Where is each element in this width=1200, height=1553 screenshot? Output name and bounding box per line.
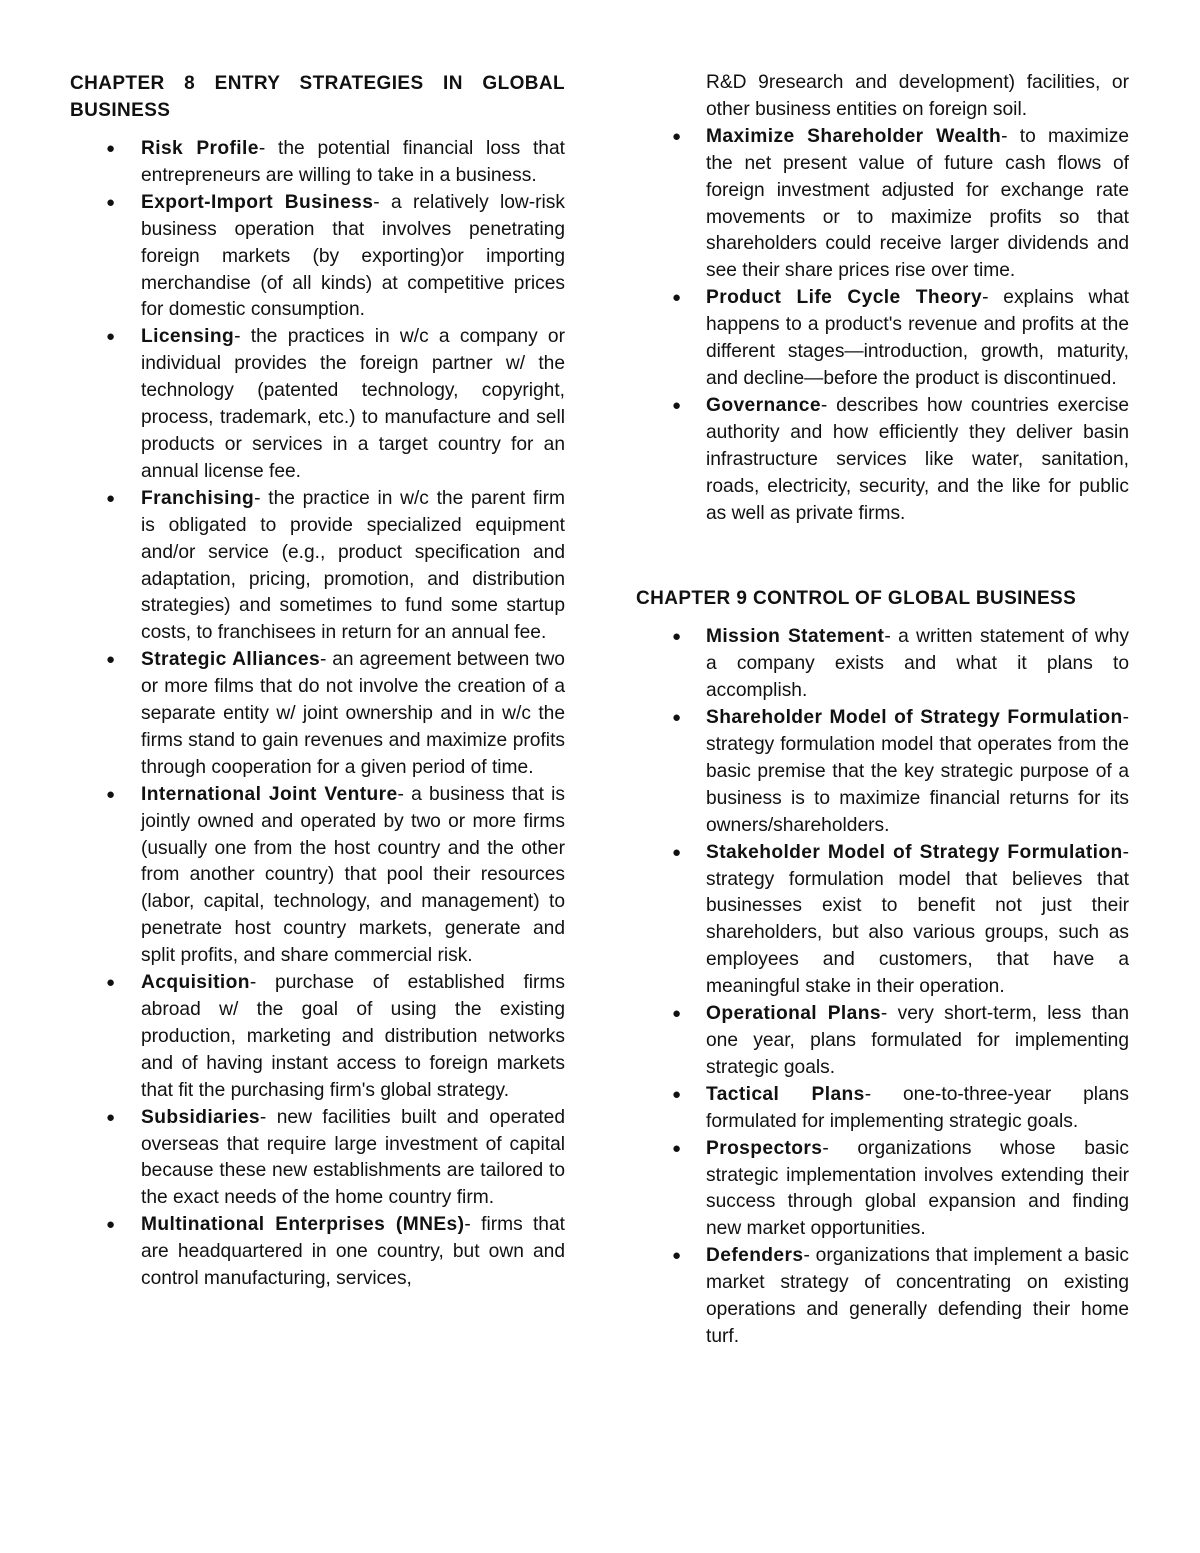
bullet-icon: ● [106, 651, 116, 669]
list-item [70, 136, 565, 190]
term-definition: - firms that are headquartered in one country, but own and control manufacturing, services, [141, 1214, 565, 1290]
bullet-icon: ● [672, 1085, 682, 1103]
term-name: Stakeholder Model of Strategy Formulation [706, 841, 1123, 863]
bullet-icon: ● [106, 489, 116, 507]
right-column [636, 0, 1129, 1351]
term-definition: - the practice in w/c the parent firm is obligated to provide specialized equipment and/or service (e.g., product specification and adaptation, pricing, promotion, and distribution strategies) and sometimes to fund some startup costs, to franchisees in return for an annual fee. [141, 487, 565, 644]
term-name: Product Life Cycle Theory [706, 287, 983, 309]
list-item [70, 1105, 565, 1213]
list-item [636, 840, 1129, 1001]
bullet-icon: ● [672, 1247, 682, 1265]
left-column [70, 0, 565, 1293]
term-name: Governance [706, 394, 821, 416]
term-name: Export-Import Business [141, 191, 374, 213]
chapter9-term-list [636, 624, 1129, 1350]
term-name: Licensing [141, 326, 235, 348]
bullet-icon: ● [106, 1216, 116, 1234]
term-name: Maximize Shareholder Wealth [706, 125, 1002, 147]
term-definition: - new facilities built and operated overseas that require large investment of capital because these new establishments are tailored to the exact needs of the home country firm. [141, 1106, 565, 1209]
term-name: Operational Plans [706, 1003, 881, 1025]
list-item [636, 1001, 1129, 1082]
list-item [636, 124, 1129, 285]
list-item [636, 393, 1129, 528]
chapter8-title: CHAPTER 8 ENTRY STRATEGIES IN GLOBAL BUSINESS [70, 73, 565, 121]
list-item [636, 1082, 1129, 1136]
list-item [70, 970, 565, 1105]
term-definition: - explains what happens to a product's revenue and profits at the different stages—introduction, growth, maturity, and decline—before the product is discontinued. [706, 287, 1130, 389]
term-definition: - the potential financial loss that entrepreneurs are willing to take in a business. [141, 138, 565, 186]
term-name: Defenders [706, 1245, 804, 1267]
bullet-icon: ● [672, 1005, 682, 1023]
list-item [70, 647, 565, 782]
list-item [636, 1136, 1129, 1244]
list-item [636, 705, 1129, 840]
term-definition: - purchase of established firms abroad w/ the goal of using the existing production, marketing and distribution networks and of having instant access to foreign markets that fit the purchasing firm's global strategy. [141, 972, 565, 1101]
bullet-icon: ● [106, 140, 116, 157]
term-name: International Joint Venture [141, 783, 398, 805]
term-name: Risk Profile [141, 138, 259, 159]
bullet-icon: ● [672, 843, 682, 861]
bullet-icon: ● [672, 628, 682, 646]
term-definition: - describes how countries exercise authority and how efficiently they deliver basin infrastructure services like water, sanitation, roads, electricity, security, and the like for public as well as private firms. [706, 394, 1129, 524]
term-name: Mission Statement [706, 626, 885, 648]
term-definition: - strategy formulation model that believes that businesses exist to benefit not just their shareholders, but also various groups, such as employees and customers, that have a meaningful stake in their operation. [706, 841, 1129, 998]
term-definition: - one-to-three-year plans formulated for implementing strategic goals. [706, 1083, 1129, 1132]
list-item [70, 1212, 565, 1293]
list-item [70, 324, 565, 485]
list-item [70, 782, 565, 970]
bullet-icon: ● [672, 396, 682, 414]
term-definition: - the practices in w/c a company or individual provides the foreign partner w/ the technology (patented technology, copyright, process, trademark, etc.) to manufacture and sell products or services in a target country for an annual license fee. [141, 326, 565, 482]
bullet-icon: ● [672, 709, 682, 727]
term-definition: - strategy formulation model that operates from the basic premise that the key strategic purpose of a business is to maximize financial returns for its owners/shareholders. [706, 707, 1129, 836]
bullet-icon: ● [672, 1139, 682, 1157]
term-name: Franchising [141, 487, 255, 509]
term-definition: - to maximize the net present value of future cash flows of foreign investment adjusted for exchange rate movements or to maximize profits so that shareholders could receive larger dividends and see their share prices rise over time. [706, 125, 1130, 282]
term-definition: - organizations that implement a basic market strategy of concentrating on existing operations and generally defending their home turf. [706, 1245, 1129, 1347]
bullet-icon: ● [106, 974, 116, 992]
list-item [70, 486, 565, 647]
term-definition: - an agreement between two or more films that do not involve the creation of a separate entity w/ joint ownership and in w/c the firms stand to gain revenues and maximize profits through cooperation for a given period of time. [141, 649, 565, 778]
term-name: Multinational Enterprises (MNEs) [141, 1214, 465, 1236]
term-definition: - organizations whose basic strategic implementation involves extending their success through global expansion and finding new market opportunities. [706, 1137, 1129, 1240]
list-item [636, 1243, 1129, 1351]
list-item [70, 190, 565, 325]
bullet-icon: ● [106, 328, 116, 346]
bullet-icon: ● [106, 785, 116, 803]
term-name: Strategic Alliances [141, 649, 321, 671]
term-definition: - a written statement of why a company exists and what it plans to accomplish. [706, 626, 1130, 702]
chapter8-term-list [70, 136, 565, 1293]
chapter8-term-list-continued [636, 124, 1129, 528]
term-name: Acquisition [141, 972, 250, 994]
bullet-icon: ● [672, 289, 682, 307]
term-definition: - very short-term, less than one year, plans formulated for implementing strategic goals. [706, 1003, 1129, 1078]
list-item [636, 285, 1129, 393]
bullet-icon: ● [106, 193, 116, 211]
bullet-icon: ● [672, 127, 682, 145]
term-name: Prospectors [706, 1137, 823, 1159]
chapter9-title: CHAPTER 9 CONTROL OF GLOBAL BUSINESS [636, 588, 1077, 610]
bullet-icon: ● [106, 1108, 116, 1126]
term-name: Tactical Plans [706, 1083, 865, 1105]
list-item [636, 624, 1129, 705]
continued-definition: R&D 9research and development) facilities, or other business entities on foreign soil. [706, 72, 1129, 120]
term-definition: - a business that is jointly owned and operated by two or more firms (usually one from the host country and the other from another country) that pool their resources (labor, capital, technology, and management) to penetrate host country markets, generate and split profits, and share commercial risk. [141, 783, 565, 967]
term-name: Subsidiaries [141, 1106, 260, 1128]
term-definition: - a relatively low-risk business operation that involves penetrating foreign markets (by exporting)or importing merchandise (of all kinds) at competitive prices for domestic consumption. [141, 191, 565, 321]
term-name: Shareholder Model of Strategy Formulation [706, 707, 1123, 729]
